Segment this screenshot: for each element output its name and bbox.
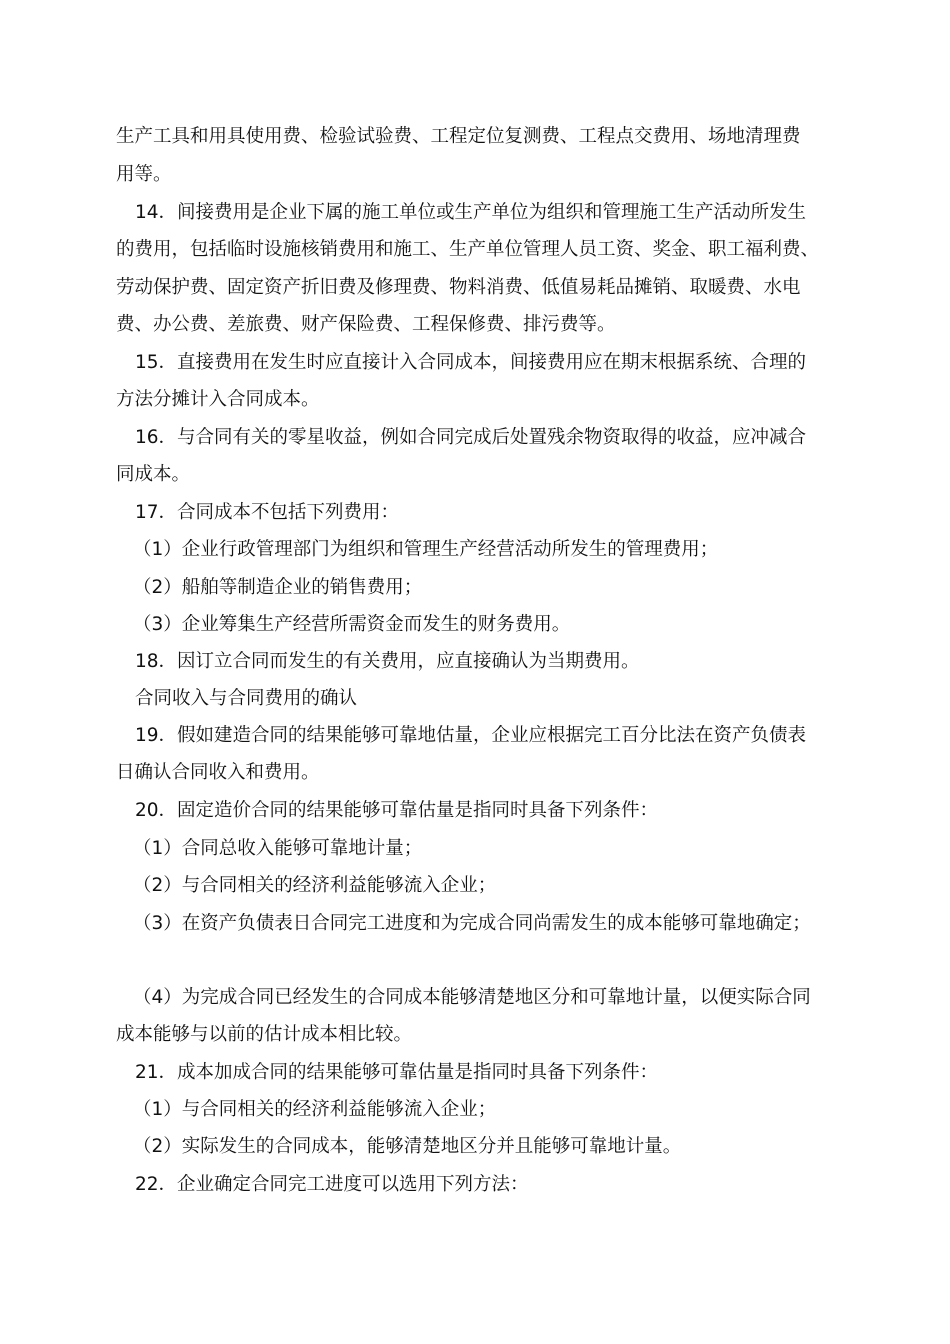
text-line: （1）企业行政管理部门为组织和管理生产经营活动所发生的管理费用；	[133, 539, 719, 560]
text-line: 19．假如建造合同的结果能够可靠地估量，企业应根据完工百分比法在资产负债表	[135, 725, 807, 746]
text-line: 方法分摊计入合同成本。	[116, 389, 320, 410]
text-line: 同成本。	[116, 464, 191, 485]
text-line: 成本能够与以前的估计成本相比较。	[116, 1024, 413, 1045]
text-line: 用等。	[116, 164, 172, 185]
text-line: 22．企业确定合同完工进度可以选用下列方法：	[135, 1174, 529, 1195]
text-line: 16．与合同有关的零星收益，例如合同完成后处置残余物资取得的收益，应冲减合	[135, 427, 807, 448]
text-line: 生产工具和用具使用费、检验试验费、工程定位复测费、工程点交费用、场地清理费	[116, 126, 801, 147]
text-line: （3）在资产负债表日合同完工进度和为完成合同尚需发生的成本能够可靠地确定；	[133, 913, 811, 934]
text-line: （1）与合同相关的经济利益能够流入企业；	[133, 1099, 497, 1120]
text-line: （2）与合同相关的经济利益能够流入企业；	[133, 875, 497, 896]
text-line: （2）实际发生的合同成本，能够清楚地区分并且能够可靠地计量。	[133, 1136, 682, 1157]
text-line: 劳动保护费、固定资产折旧费及修理费、物料消费、低值易耗品摊销、取暖费、水电	[116, 277, 801, 298]
text-line: （1）合同总收入能够可靠地计量；	[133, 838, 423, 859]
text-line: 日确认合同收入和费用。	[116, 762, 320, 783]
text-line: （2）船舶等制造企业的销售费用；	[133, 577, 423, 598]
text-line: 21．成本加成合同的结果能够可靠估量是指同时具备下列条件：	[135, 1062, 659, 1083]
section-heading: 合同收入与合同费用的确认	[135, 688, 358, 709]
text-line: 18．因订立合同而发生的有关费用，应直接确认为当期费用。	[135, 651, 640, 672]
text-line: 17．合同成本不包括下列费用：	[135, 502, 400, 523]
text-line: 的费用，包括临时设施核销费用和施工、生产单位管理人员工资、奖金、职工福利费、	[116, 239, 820, 260]
text-line: 费、办公费、差旅费、财产保险费、工程保修费、排污费等。	[116, 314, 616, 335]
text-line: （3）企业筹集生产经营所需资金而发生的财务费用。	[133, 614, 571, 635]
text-line: 15．直接费用在发生时应直接计入合同成本，间接费用应在期末根据系统、合理的	[135, 352, 807, 373]
text-line: 14．间接费用是企业下属的施工单位或生产单位为组织和管理施工生产活动所发生	[135, 202, 807, 223]
text-line: 20．固定造价合同的结果能够可靠估量是指同时具备下列条件：	[135, 800, 659, 821]
text-line: （4）为完成合同已经发生的合同成本能够清楚地区分和可靠地计量，以便实际合同	[133, 987, 811, 1008]
